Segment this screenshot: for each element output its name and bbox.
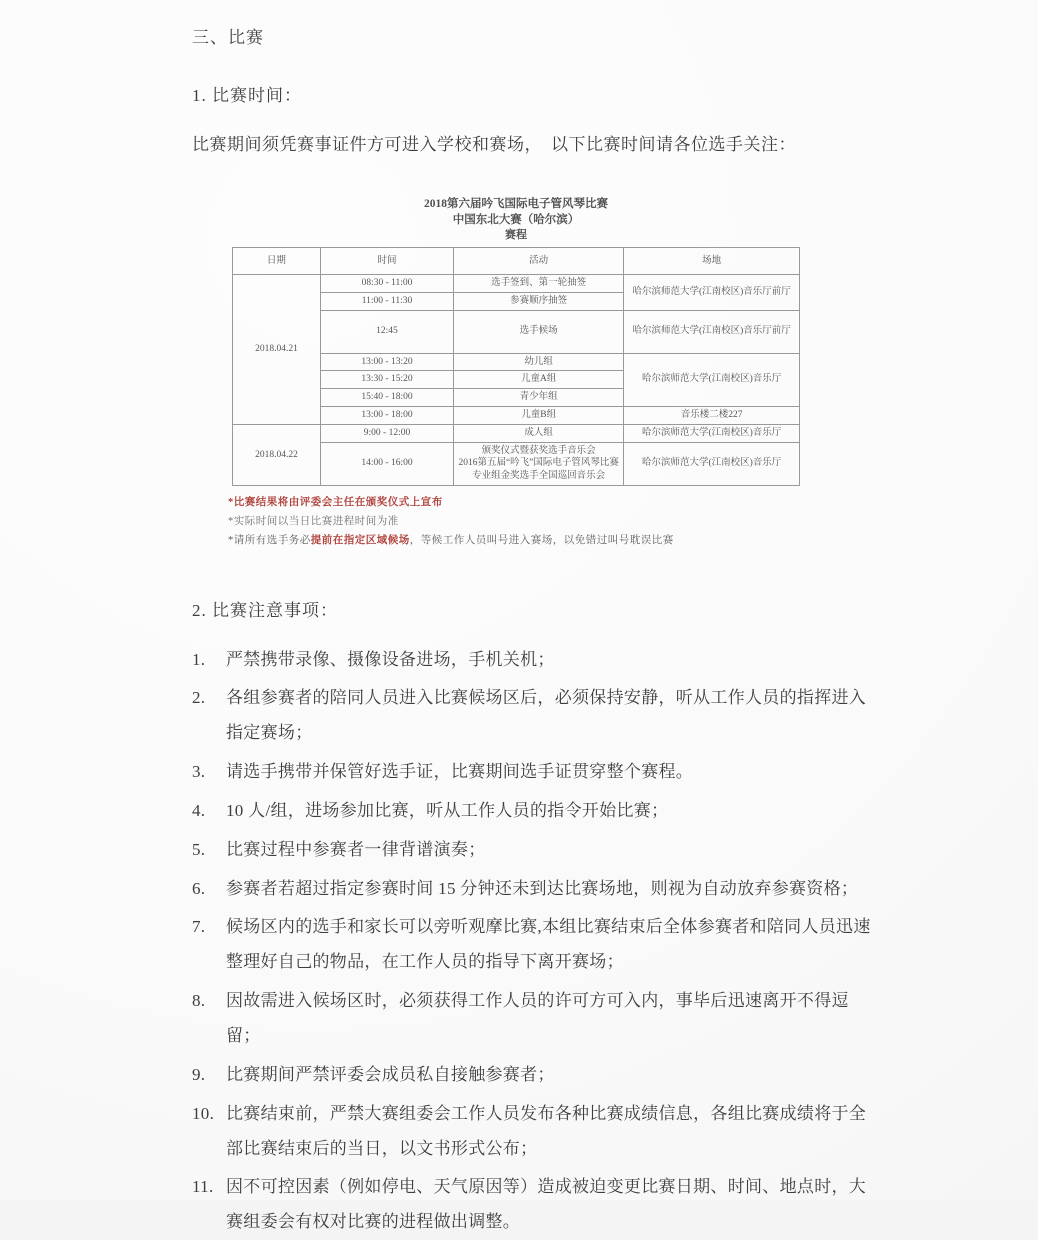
rule-item xyxy=(192,794,878,829)
activity-cell: 儿童B组 xyxy=(454,407,624,425)
schedule-row xyxy=(233,424,800,442)
subsection-heading-time: 1. 比赛时间： xyxy=(192,85,302,105)
activity-cell: 选手候场 xyxy=(454,310,624,353)
rule-item xyxy=(192,1097,878,1167)
column-header-activity: 活动 xyxy=(454,247,624,274)
rule-number: 11. xyxy=(192,1177,214,1197)
rule-item xyxy=(192,1058,878,1093)
rule-text: 比赛期间严禁评委会成员私自接触参赛者； xyxy=(226,1064,555,1084)
rule-text: 各组参赛者的陪同人员进入比赛候场区后，必须保持安静，听从工作人员的指挥进入指定赛场； xyxy=(226,688,867,743)
schedule-row xyxy=(233,274,800,292)
time-cell: 9:00 - 12:00 xyxy=(320,424,453,442)
footnote-actual-time: *实际时间以当日比赛进程时间为准 xyxy=(228,515,399,527)
rule-number: 1. xyxy=(192,649,206,669)
rule-number: 10. xyxy=(192,1103,215,1123)
date-cell: 2018.04.21 xyxy=(233,274,321,424)
rule-item xyxy=(192,833,878,868)
rule-item xyxy=(192,643,878,678)
time-cell: 13:30 - 15:20 xyxy=(320,371,453,389)
schedule-title-line3: 赛程 xyxy=(505,229,527,242)
subsection-heading-rules: 2. 比赛注意事项： xyxy=(192,600,338,620)
rule-item xyxy=(192,681,878,751)
venue-cell: 哈尔滨师范大学(江南校区)音乐厅 xyxy=(624,424,800,442)
rule-item xyxy=(192,872,878,907)
time-cell: 15:40 - 18:00 xyxy=(320,389,453,407)
section-heading: 三、比赛 xyxy=(192,28,264,47)
activity-cell: 参赛顺序抽签 xyxy=(454,292,624,310)
schedule-title xyxy=(232,197,800,243)
rule-text: 参赛者若超过指定参赛时间 15 分钟还未到达比赛场地，则视为自动放弃参赛资格； xyxy=(226,878,859,898)
time-cell: 12:45 xyxy=(320,310,453,353)
rule-number: 4. xyxy=(192,800,206,820)
schedule-title-line2: 中国东北大赛（哈尔滨） xyxy=(452,213,580,226)
rule-item xyxy=(192,984,878,1054)
footnote-waiting-area xyxy=(228,532,878,551)
rule-text: 严禁携带录像、摄像设备进场，手机关机； xyxy=(226,649,555,669)
footnote-red-highlight: 提前在指定区域候场 xyxy=(310,534,410,546)
time-cell: 13:00 - 18:00 xyxy=(320,407,453,425)
rule-item xyxy=(192,910,878,980)
venue-cell: 哈尔滨师范大学(江南校区)音乐厅 xyxy=(624,353,800,406)
rule-number: 7. xyxy=(192,917,206,937)
footnote-results-announcement: *比赛结果将由评委会主任在颁奖仪式上宣布 xyxy=(228,497,443,509)
activity-cell: 选手签到、第一轮抽签 xyxy=(454,274,624,292)
activity-cell: 青少年组 xyxy=(454,389,624,407)
column-header-venue: 场地 xyxy=(624,247,800,274)
footnote-suffix: ，等候工作人员叫号进入赛场，以免错过叫号耽误比赛 xyxy=(409,534,674,546)
rule-number: 3. xyxy=(192,762,206,782)
activity-line: 专业组金奖选手全国巡回音乐会 xyxy=(472,471,606,482)
rule-text: 因故需进入候场区时，必须获得工作人员的许可方可入内，事毕后迅速离开不得逗留； xyxy=(226,991,849,1045)
activity-cell: 儿童A组 xyxy=(454,371,624,389)
time-cell: 13:00 - 13:20 xyxy=(320,353,453,371)
rule-text: 请选手携带并保管好选手证，比赛期间选手证贯穿整个赛程。 xyxy=(226,762,694,782)
rule-text: 比赛过程中参赛者一律背谱演奏； xyxy=(226,839,486,859)
time-cell: 08:30 - 11:00 xyxy=(320,274,453,292)
schedule-header-row xyxy=(233,247,800,274)
rule-text: 比赛结束前，严禁大赛组委会工作人员发布各种比赛成绩信息，各组比赛成绩将于全部比赛结束后的当日，以文书形式公布； xyxy=(226,1103,867,1158)
rule-number: 6. xyxy=(192,878,206,898)
date-cell: 2018.04.22 xyxy=(233,424,321,485)
activity-cell: 幼儿组 xyxy=(454,353,624,371)
venue-cell: 哈尔滨师范大学(江南校区)音乐厅前厅 xyxy=(624,310,800,353)
rule-number: 5. xyxy=(192,839,206,859)
rule-text: 10 人/组，进场参加比赛，听从工作人员的指令开始比赛； xyxy=(226,800,669,820)
footnote-prefix: *请所有选手务必 xyxy=(228,534,311,546)
activity-cell: 成人组 xyxy=(454,424,624,442)
rule-number: 8. xyxy=(192,991,206,1011)
activity-line: 颁奖仪式暨获奖选手音乐会 xyxy=(481,445,596,456)
column-header-time: 时间 xyxy=(320,247,453,274)
rule-number: 9. xyxy=(192,1064,206,1084)
schedule-footnotes xyxy=(228,494,878,551)
rule-item xyxy=(192,755,878,790)
rule-text: 因不可控因素（例如停电、天气原因等）造成被迫变更比赛日期、时间、地点时，大赛组委会有权对比赛的进程做出调整。 xyxy=(226,1177,867,1232)
activity-line: 2016第五届“吟飞”国际电子管风琴比赛 xyxy=(458,458,619,469)
activity-cell xyxy=(454,442,624,485)
intro-paragraph: 比赛期间须凭赛事证件方可进入学校和赛场， 以下比赛时间请各位选手关注： xyxy=(192,134,796,154)
time-cell: 14:00 - 16:00 xyxy=(320,442,453,485)
rules-list xyxy=(192,643,878,1240)
venue-cell: 音乐楼二楼227 xyxy=(624,407,800,425)
schedule-table xyxy=(232,247,800,486)
rule-text: 候场区内的选手和家长可以旁听观摩比赛,本组比赛结束后全体参赛者和陪同人员迅速整理好自己的物品，在工作人员的指导下离开赛场； xyxy=(226,917,871,972)
venue-cell: 哈尔滨师范大学(江南校区)音乐厅前厅 xyxy=(624,274,800,310)
column-header-date: 日期 xyxy=(233,247,321,274)
time-cell: 11:00 - 11:30 xyxy=(320,292,453,310)
rule-number: 2. xyxy=(192,688,206,708)
venue-cell: 哈尔滨师范大学(江南校区)音乐厅 xyxy=(624,442,800,485)
schedule-title-line1: 2018第六届吟飞国际电子管风琴比赛 xyxy=(424,198,608,211)
schedule-block xyxy=(232,197,800,486)
rule-item xyxy=(192,1170,878,1240)
